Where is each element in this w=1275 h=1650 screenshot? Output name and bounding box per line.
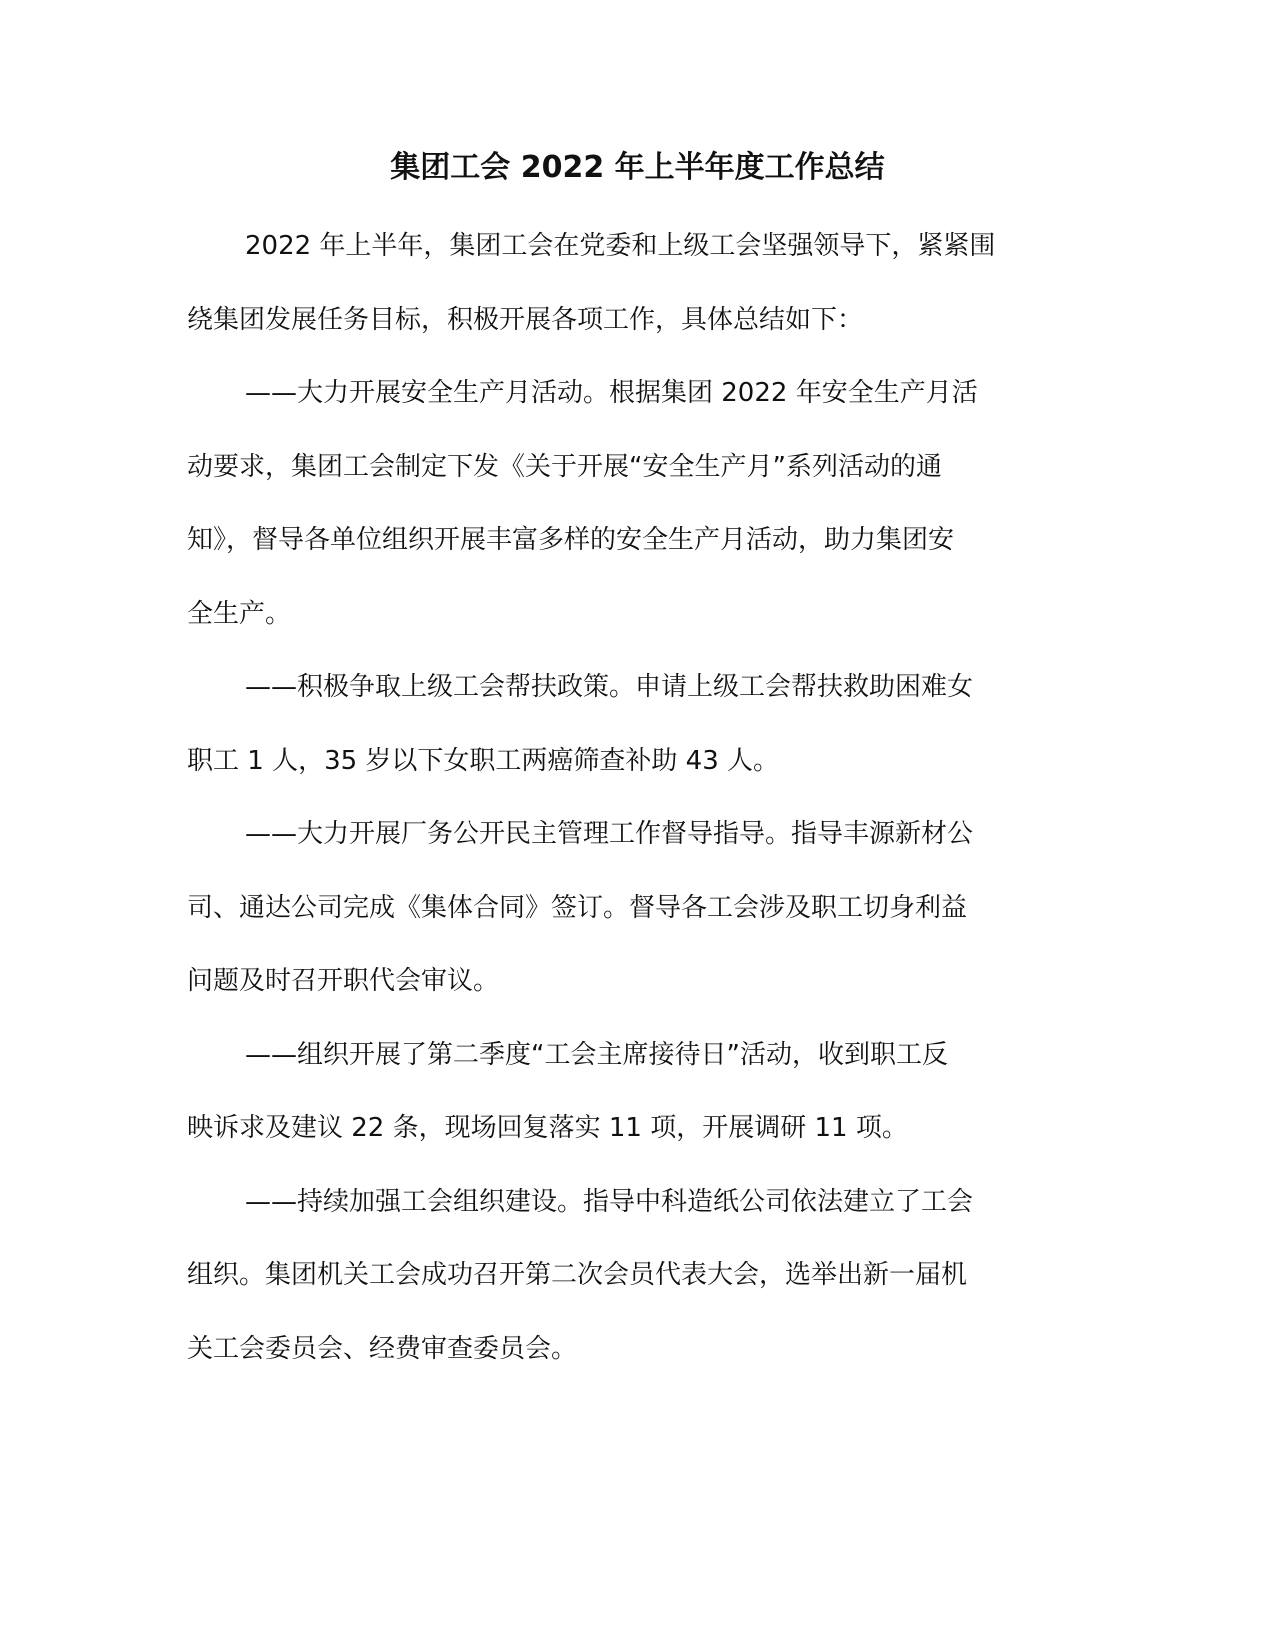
paragraph-1-line-1: 2022 年上半年，集团工会在党委和上级工会坚强领导下，紧紧围 (245, 231, 996, 261)
document-title: 集团工会 2022 年上半年度工作总结 (390, 150, 885, 185)
paragraph-2-line-3: 知》，督导各单位组织开展丰富多样的安全生产月活动，助力集团安 (187, 525, 955, 555)
paragraph-5-line-2: 映诉求及建议 22 条，现场回复落实 11 项，开展调研 11 项。 (187, 1113, 908, 1143)
paragraph-1-line-2: 绕集团发展任务目标，积极开展各项工作，具体总结如下： (187, 305, 864, 335)
paragraph-6-line-3: 关工会委员会、经费审查委员会。 (187, 1334, 578, 1364)
paragraph-2-line-1: ——大力开展安全生产月活动。根据集团 2022 年安全生产月活 (245, 378, 978, 408)
paragraph-6-line-1: ——持续加强工会组织建设。指导中科造纸公司依法建立了工会 (245, 1187, 974, 1217)
paragraph-5-line-1: ——组织开展了第二季度“工会主席接待日”活动，收到职工反 (245, 1040, 948, 1070)
paragraph-3-line-2: 职工 1 人，35 岁以下女职工两癌筛查补助 43 人。 (187, 746, 780, 776)
paragraph-2-line-2: 动要求，集团工会制定下发《关于开展“安全生产月”系列活动的通 (187, 452, 942, 482)
paragraph-6-line-2: 组织。集团机关工会成功召开第二次会员代表大会，选举出新一届机 (187, 1260, 968, 1290)
paragraph-4-line-3: 问题及时召开职代会审议。 (187, 966, 500, 996)
paragraph-3-line-1: ——积极争取上级工会帮扶政策。申请上级工会帮扶救助困难女 (245, 672, 974, 702)
paragraph-4-line-2: 司、通达公司完成《集体合同》签订。督导各工会涉及职工切身利益 (187, 893, 968, 923)
paragraph-2-line-4: 全生产。 (187, 599, 292, 629)
paragraph-4-line-1: ——大力开展厂务公开民主管理工作督导指导。指导丰源新材公 (245, 819, 974, 849)
